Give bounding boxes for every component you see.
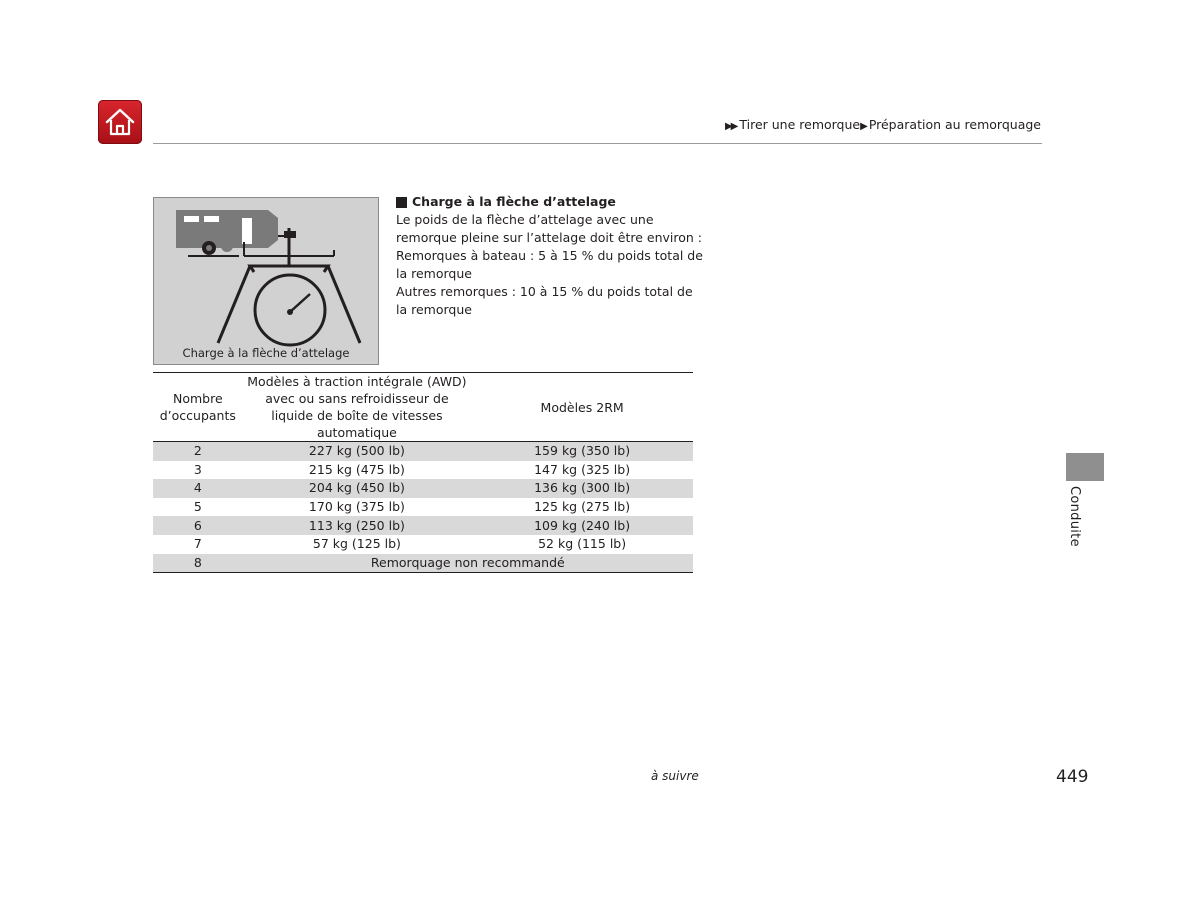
cell-2wd: 109 kg (240 lb) xyxy=(534,517,631,533)
arrow-icon: ▶ xyxy=(860,121,866,132)
cell-occupants: 2 xyxy=(193,443,202,459)
cell-not-recommended: Remorquage non recommandé xyxy=(370,554,565,570)
page-number: 449 xyxy=(1056,767,1089,787)
cell-2wd: 159 kg (350 lb) xyxy=(534,443,631,459)
tongue-load-illustration xyxy=(153,197,379,365)
cell-occupants: 7 xyxy=(193,536,202,552)
note-line: Remorques à bateau : 5 à 15 % du poids total de la remorque xyxy=(396,248,703,281)
figure-caption: Charge à la flèche d’attelage xyxy=(182,346,350,360)
cell-awd: 57 kg (125 lb) xyxy=(312,536,401,552)
table-row xyxy=(153,535,693,554)
continued-note: à suivre xyxy=(651,769,699,783)
double-arrow-icon: ▶▶ xyxy=(724,121,737,132)
table-row xyxy=(153,554,693,573)
table-row xyxy=(153,461,693,480)
cell-occupants: 8 xyxy=(193,554,202,570)
breadcrumb-item-tirer-remorque[interactable]: Tirer une remorque xyxy=(739,117,861,132)
column-header-awd: Modèles à traction intégrale (AWD) avec ou sans refroidisseur de liquide de boîte de vitesses automatique xyxy=(247,374,467,440)
cell-2wd: 125 kg (275 lb) xyxy=(534,499,631,515)
column-header-2wd: Modèles 2RM xyxy=(540,399,624,415)
note-title xyxy=(396,193,706,211)
home-icon xyxy=(104,106,136,138)
cell-2wd: 52 kg (115 lb) xyxy=(538,536,627,552)
tongue-load-note xyxy=(396,193,706,319)
cell-occupants: 5 xyxy=(193,499,202,515)
breadcrumb xyxy=(725,117,1041,132)
home-button[interactable] xyxy=(98,100,142,144)
square-bullet-icon xyxy=(396,197,407,208)
cell-occupants: 6 xyxy=(193,517,202,533)
tongue-load-table xyxy=(153,372,693,573)
table-row xyxy=(153,516,693,535)
note-line: Le poids de la flèche d’attelage avec une remorque pleine sur l’attelage doit être environ : xyxy=(396,212,703,245)
cell-occupants: 3 xyxy=(193,461,202,477)
cell-awd: 215 kg (475 lb) xyxy=(308,461,405,477)
table-row xyxy=(153,479,693,498)
column-header-occupants: Nombre d’occupants xyxy=(159,391,236,423)
section-tab[interactable] xyxy=(1066,453,1104,481)
section-label: Conduite xyxy=(1067,486,1082,547)
table-row xyxy=(153,498,693,517)
cell-occupants: 4 xyxy=(193,480,202,496)
cell-awd: 227 kg (500 lb) xyxy=(308,443,405,459)
breadcrumb-item-preparation[interactable]: Préparation au remorquage xyxy=(868,117,1041,132)
cell-awd: 204 kg (450 lb) xyxy=(308,480,405,496)
cell-awd: 113 kg (250 lb) xyxy=(308,517,405,533)
table-header-row xyxy=(153,373,693,442)
cell-2wd: 136 kg (300 lb) xyxy=(534,480,631,496)
header-divider xyxy=(153,143,1042,144)
note-title-text: Charge à la flèche d’attelage xyxy=(412,194,616,209)
cell-awd: 170 kg (375 lb) xyxy=(308,499,405,515)
trailer-scale-drawing xyxy=(154,198,378,364)
note-line: Autres remorques : 10 à 15 % du poids total de la remorque xyxy=(396,284,693,317)
cell-2wd: 147 kg (325 lb) xyxy=(534,461,631,477)
table-row xyxy=(153,442,693,461)
